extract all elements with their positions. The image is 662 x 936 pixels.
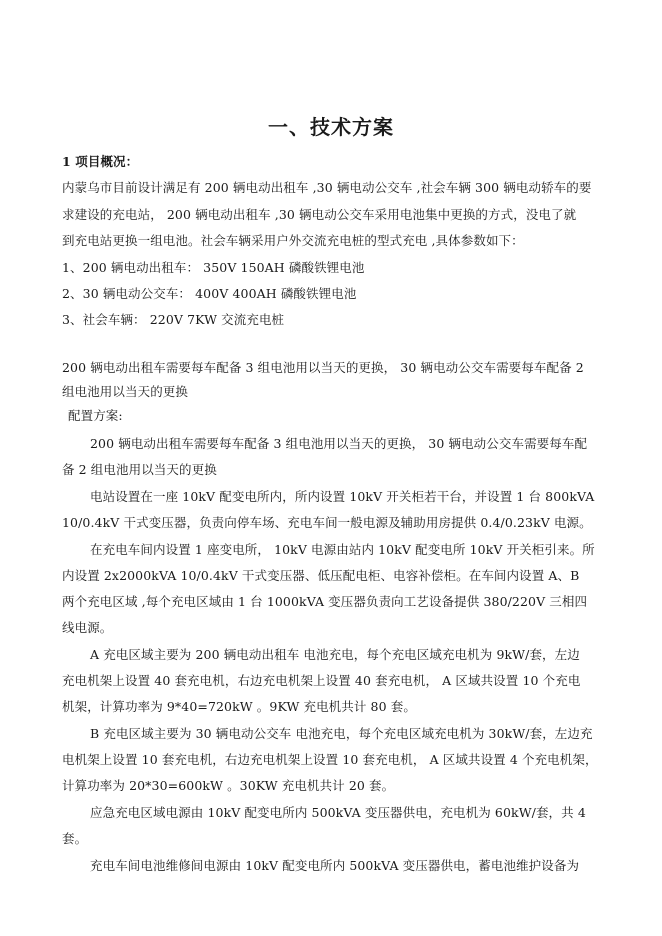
- spec-item-taxi: 1、200 辆电动出租车： 350V 150AH 磷酸铁锂电池: [62, 260, 365, 275]
- substation-line: 电站设置在一座 10kV 配变电所内，所内设置 10kV 开关柜若干台，并设置 1 台 800kVA: [90, 489, 595, 504]
- workshop-line: 在充电车间内设置 1 座变电所， 10kV 电源由站内 10kV 配变电所 10kV 开关柜引来。所: [90, 542, 595, 557]
- overview-line: 求建设的充电站， 200 辆电动出租车 ,30 辆电动公交车采用电池集中更换的方式，没电了就: [62, 207, 577, 222]
- battery-note-line: 200 辆电动出租车需要每车配备 3 组电池用以当天的更换， 30 辆电动公交车需要每车配备 2: [62, 360, 584, 375]
- zone-a-line: 充电机架上设置 40 套充电机，右边充电机架上设置 40 套充电机， A 区域共设置 10 个充电: [62, 673, 581, 688]
- zone-b-line: 电机架上设置 10 套充电机，右边充电机架上设置 10 套充电机， A 区域共设置 4 个充电机架，: [62, 752, 598, 767]
- config-note-line: 备 2 组电池用以当天的更换: [62, 462, 217, 477]
- maintenance-line: 充电车间电池维修间电源由 10kV 配变电所内 500kVA 变压器供电，蓄电池维护设备为: [90, 858, 580, 873]
- zone-b-line: 计算功率为 20*30=600kW 。30KW 充电机共计 20 套。: [62, 778, 395, 793]
- section-heading: 1 项目概况：: [62, 154, 139, 169]
- workshop-line: 线电源。: [62, 620, 113, 635]
- emergency-line: 应急充电区域电源由 10kV 配变电所内 500kVA 变压器供电，充电机为 60kW/套，共 4: [90, 805, 586, 820]
- zone-b-line: B 充电区域主要为 30 辆电动公交车 电池充电，每个充电区域充电机为 30kW/套，左边充: [90, 726, 593, 741]
- zone-a-line: 机架，计算功率为 9*40=720kW 。9KW 充电机共计 80 套。: [62, 699, 416, 714]
- config-label: 配置方案:: [68, 408, 123, 423]
- zone-a-line: A 充电区域主要为 200 辆电动出租车 电池充电，每个充电区域充电机为 9kW/套，左边: [90, 647, 580, 662]
- overview-line: 内蒙乌市目前设计满足有 200 辆电动出租车 ,30 辆电动公交车 ,社会车辆 300 辆电动轿车的要: [62, 180, 592, 195]
- workshop-line: 内设置 2x2000kVA 10/0.4kV 干式变压器、低压配电柜、电容补偿柜。在车间内设置 A、B: [62, 568, 580, 583]
- emergency-line: 套。: [62, 831, 88, 846]
- config-note-line: 200 辆电动出租车需要每车配备 3 组电池用以当天的更换， 30 辆电动公交车需要每车配: [90, 436, 588, 451]
- battery-note-line: 组电池用以当天的更换: [62, 384, 189, 399]
- substation-line: 10/0.4kV 干式变压器，负责向停车场、充电车间一般电源及辅助用房提供 0.4/0.23kV 电源。: [62, 515, 592, 530]
- overview-line: 到充电站更换一组电池。社会车辆采用户外交流充电桩的型式充电 ,具体参数如下：: [62, 233, 524, 248]
- spec-item-social: 3、社会车辆： 220V 7KW 交流充电桩: [62, 312, 285, 327]
- workshop-line: 两个充电区域 ,每个充电区域由 1 台 1000kVA 变压器负责向工艺设备提供 380/220V 三相四: [62, 594, 588, 609]
- page-title: 一、技术方案: [268, 115, 394, 139]
- spec-item-bus: 2、30 辆电动公交车： 400V 400AH 磷酸铁锂电池: [62, 286, 357, 301]
